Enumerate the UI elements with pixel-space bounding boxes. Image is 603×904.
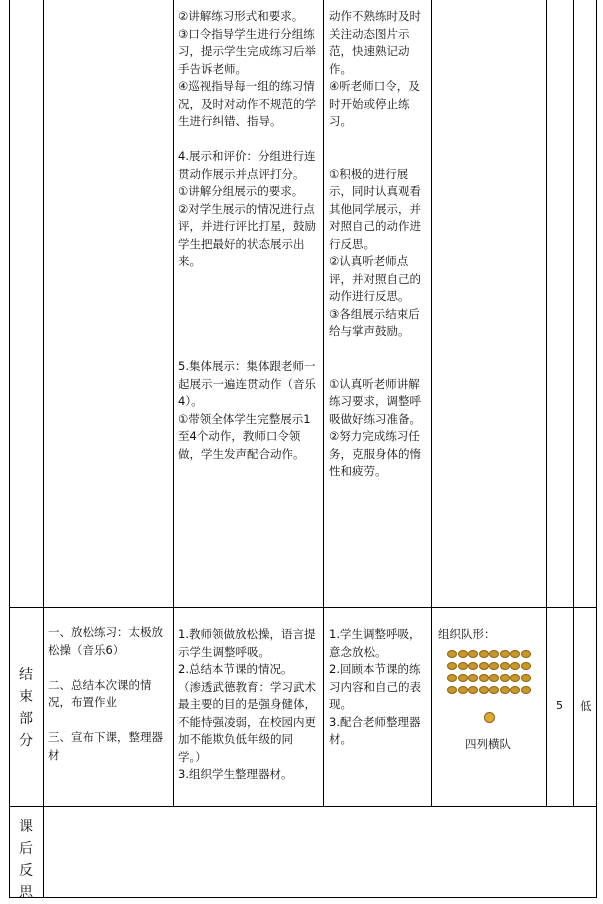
formation-student-dot [479, 686, 489, 694]
formation-student-dot [500, 650, 510, 658]
ending-content: 一、放松练习：太极放松操（音乐6） 二、总结本次课的情况，布置作业 三、宣布下课，整理器材 [48, 625, 163, 762]
column-divider-student [431, 0, 432, 806]
column-divider-time [573, 0, 574, 806]
time-value: 5 [556, 699, 563, 712]
formation-student-dot [489, 662, 499, 670]
table-border-right [596, 0, 597, 898]
formation-student-dot [489, 674, 499, 682]
formation-student-dot [500, 674, 510, 682]
formation-caption: 四列横队 [465, 737, 511, 751]
table-border-bottom [9, 897, 597, 898]
formation-student-dot [489, 686, 499, 694]
formation-student-dot [500, 686, 510, 694]
formation-student-dot [447, 686, 457, 694]
formation-student-dot [458, 662, 468, 670]
formation-student-dot [479, 662, 489, 670]
table-border-top-reflection [9, 806, 597, 807]
formation-student-dot [458, 674, 468, 682]
formation-teacher-marker [484, 712, 495, 723]
formation-student-dot [510, 686, 520, 694]
column-divider-formation [546, 0, 547, 806]
formation-student-dot [468, 650, 478, 658]
reflection-section-label: 课后反思 [19, 819, 33, 901]
ending-teacher-activities: 1.教师领做放松操，语言提示学生调整呼吸。 2.总结本节课的情况。 （渗透武德教育：学习武术最主要的目的是强身健体，不能恃强凌弱，在校园内更加不能欺负低年级的同学。） 3.组织学生整理器材。 [178, 627, 316, 781]
ending-student-activities: 1.学生调整呼吸，意念放松。 2.回顾本节课的练习内容和自己的表现。 3.配合老师整理器材。 [329, 627, 421, 746]
intensity-value: 低 [580, 699, 592, 713]
formation-student-dot [489, 650, 499, 658]
formation-student-dot [479, 674, 489, 682]
formation-student-dot [468, 662, 478, 670]
formation-student-dot [479, 650, 489, 658]
formation-student-dot [521, 650, 531, 658]
formation-student-dot [521, 662, 531, 670]
formation-student-dot [458, 650, 468, 658]
formation-student-dot [510, 674, 520, 682]
column-divider-section [43, 0, 44, 898]
formation-student-dot [447, 674, 457, 682]
column-divider-content [173, 0, 174, 806]
student-activities-top: 动作不熟练时及时关注动态图片示范，快速熟记动作。 ④听老师口令，及时开始或停止练习。 ①积极的进行展示，同时认真观看其他同学展示，并对照自己的动作进行反思。 ②认真听老师点评，并对照自己的动作进行反思。 ③各组展示结束后给与掌声鼓励。 ①认真听老师讲解练习要求，调整呼吸做好练习准备。 ②努力完成练习任务，克服身体的惰性和疲劳。 [329, 9, 421, 478]
formation-student-dot [447, 650, 457, 658]
formation-student-dot [500, 662, 510, 670]
formation-student-dot [458, 686, 468, 694]
formation-diagram [447, 650, 537, 725]
formation-label: 组织队形： [438, 627, 496, 641]
formation-student-dot [521, 686, 531, 694]
table-border-top-ending [9, 607, 597, 608]
formation-student-dot [510, 650, 520, 658]
formation-student-dot [468, 686, 478, 694]
table-border-left [9, 0, 10, 898]
column-divider-teacher [323, 0, 324, 806]
formation-student-dot [468, 674, 478, 682]
formation-student-dot [447, 662, 457, 670]
formation-student-dot [521, 674, 531, 682]
formation-student-dot [510, 662, 520, 670]
teacher-activities-top: ②讲解练习形式和要求。 ③口令指导学生进行分组练习，提示学生完成练习后举手告诉老师。 ④巡视指导每一组的练习情况，及时对动作不规范的学生进行纠错、指导。 4.展示和评价：分组进行连贯动作展示并点评打分。 ①讲解分组展示的要求。 ②对学生展示的情况进行点评，并进行评比打星，鼓励学生把最好的状态展示出来。 5.集体展示：集体跟老师一起展示一遍连贯动作（音乐4）。 ①带领全体学生完整展示1至4个动作，教师口令领做，学生发声配合动作。 [178, 9, 316, 461]
ending-section-label: 结束部分 [19, 667, 33, 749]
